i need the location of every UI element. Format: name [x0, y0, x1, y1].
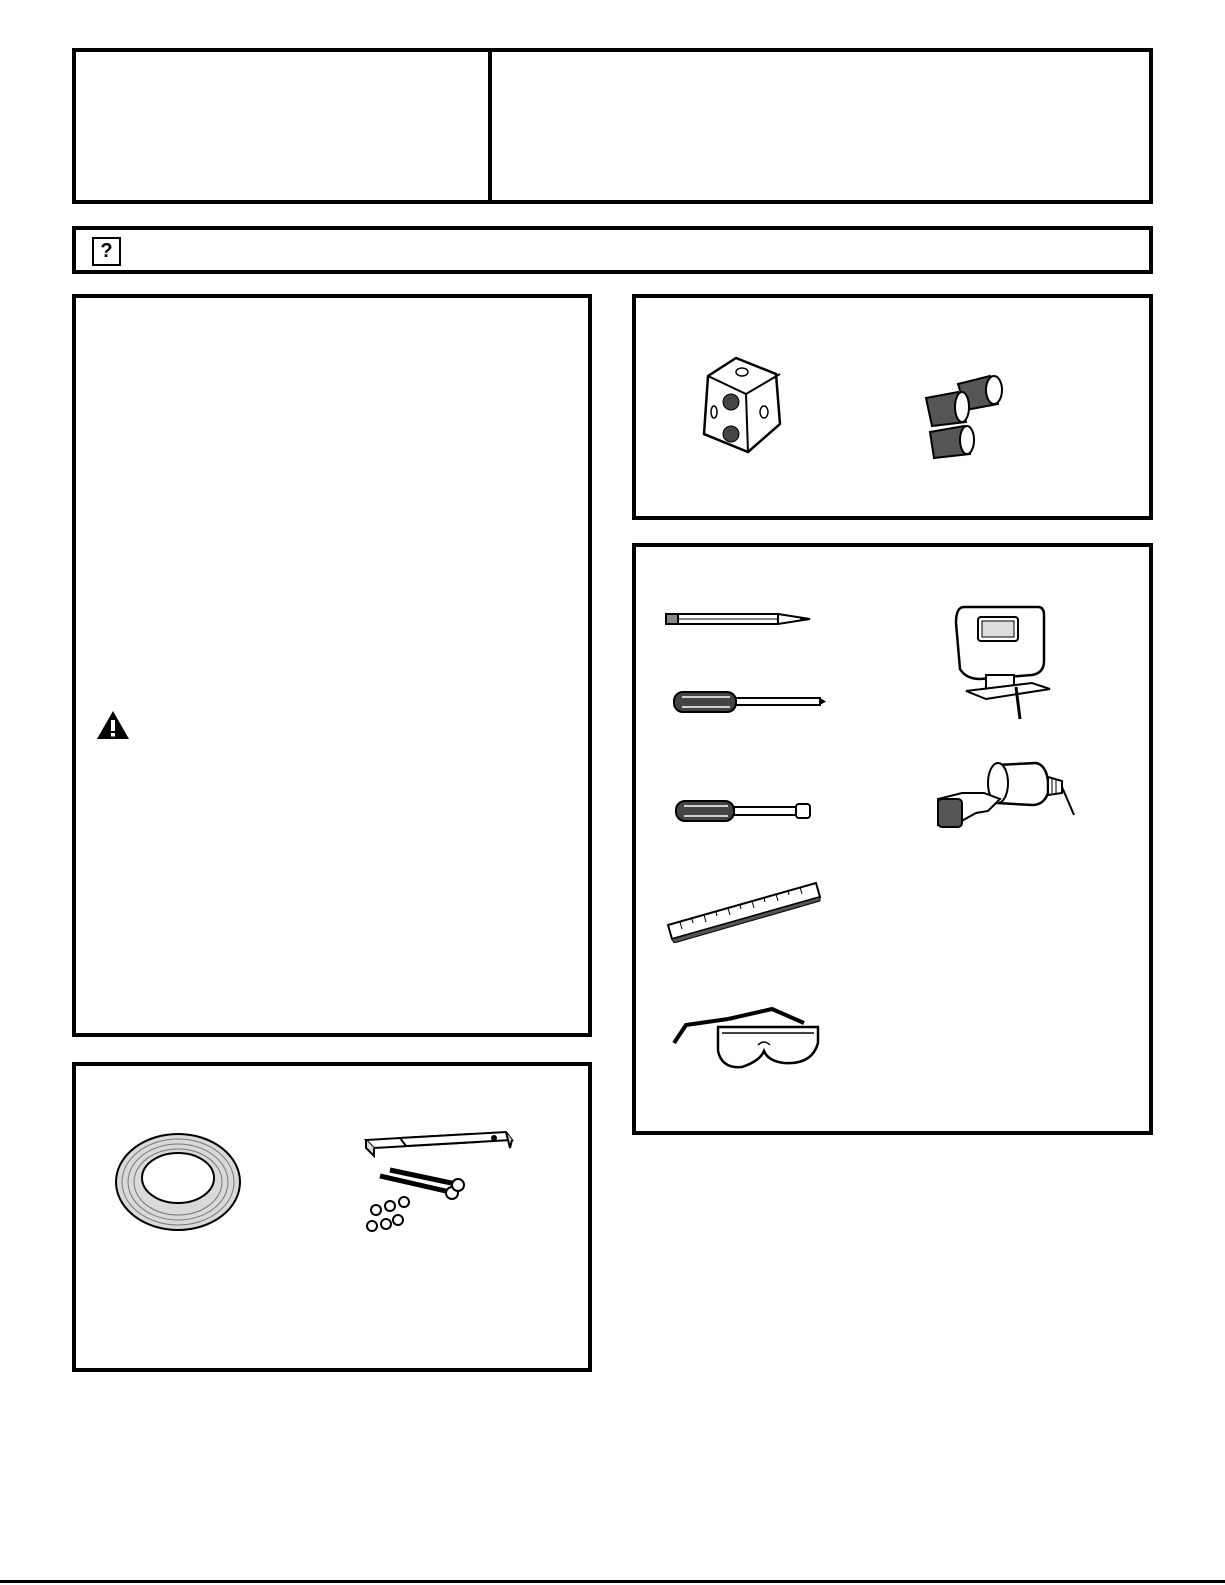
ruler-icon — [666, 879, 826, 943]
foam-tape-roll-icon — [112, 1126, 244, 1234]
pencil-icon — [664, 609, 814, 629]
junction-box-icon — [696, 354, 788, 458]
page-bottom-rule — [0, 1580, 1225, 1583]
drill-icon — [936, 755, 1076, 833]
questions-bar — [72, 226, 1153, 274]
nut-driver-icon — [674, 797, 814, 825]
right-tools-panel — [632, 543, 1153, 1135]
right-top-panel — [632, 294, 1153, 520]
jigsaw-icon — [946, 603, 1056, 721]
warning-triangle-icon — [96, 710, 130, 740]
left-bottom-panel — [72, 1062, 592, 1372]
safety-glasses-icon — [672, 1003, 832, 1071]
question-mark-icon: ? — [92, 237, 121, 266]
left-main-panel — [72, 294, 592, 1037]
header-right-panel — [488, 48, 1153, 204]
mounting-brackets-icon — [360, 1126, 520, 1246]
wire-nuts-icon — [922, 370, 1010, 462]
header-left-panel — [72, 48, 492, 204]
phillips-screwdriver-icon — [672, 687, 828, 717]
